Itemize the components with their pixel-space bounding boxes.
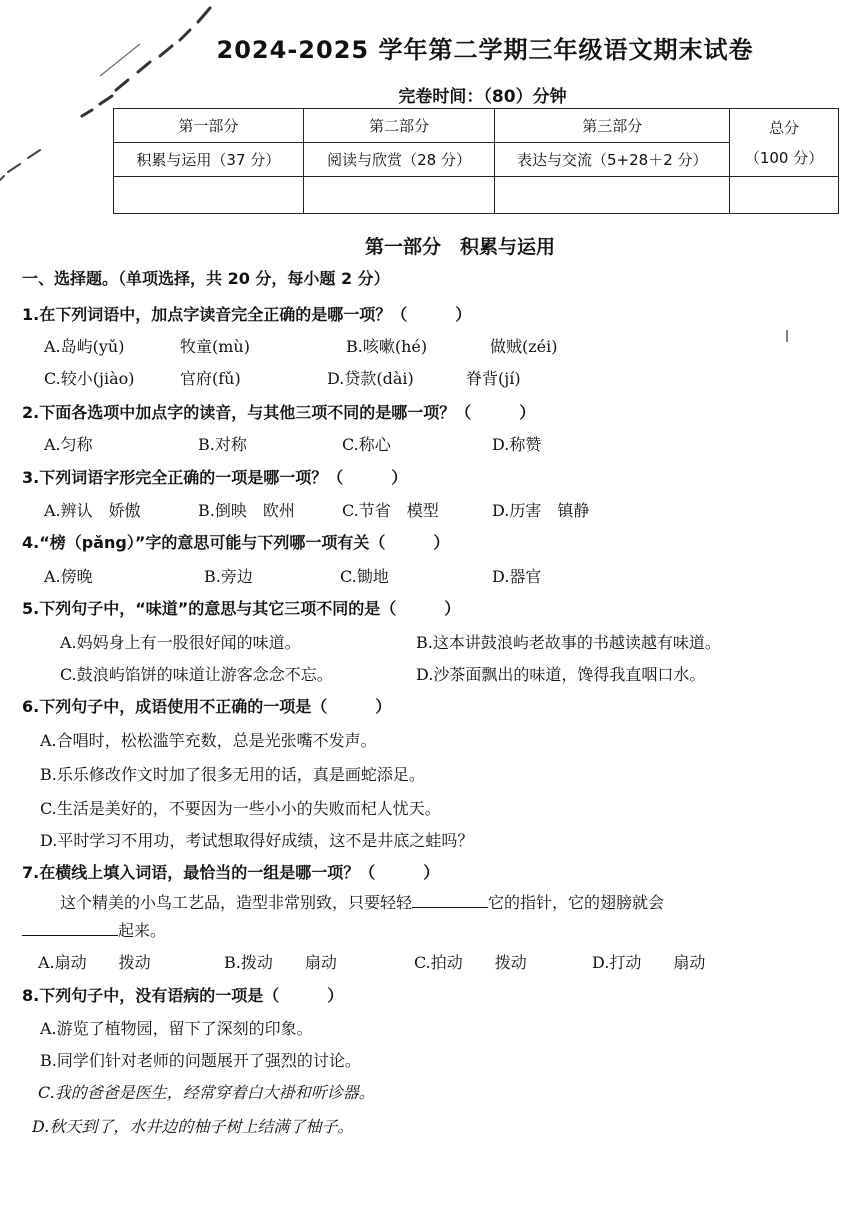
q7-option-b: B.拨动 扇动 bbox=[224, 953, 337, 972]
q4-option-c: C.锄地 bbox=[340, 567, 389, 586]
q7-text-2: 它的指针，它的翅膀就会 bbox=[488, 893, 665, 912]
q6-option-d: D.平时学习不用功，考试想取得好成绩，这不是井底之蛙吗？ bbox=[40, 831, 474, 850]
score-cell-part1[interactable] bbox=[114, 177, 304, 214]
q7-passage-line2 bbox=[22, 918, 166, 941]
q4-option-b: B.旁边 bbox=[204, 567, 253, 586]
q3-stem: 3.下列词语字形完全正确的一项是哪一项？（ ） bbox=[22, 468, 408, 487]
q7-blank-1[interactable] bbox=[412, 893, 488, 908]
q1-option-d1: D.贷款(dài) bbox=[327, 369, 414, 388]
q5-option-a: A.妈妈身上有一股很好闻的味道。 bbox=[60, 633, 301, 652]
q7-option-a: A.扇动 拨动 bbox=[38, 953, 151, 972]
score-subheader-part2: 阅读与欣赏（28 分） bbox=[303, 143, 495, 177]
q3-option-d: D.历害 镇静 bbox=[492, 501, 590, 520]
score-cell-total[interactable] bbox=[730, 177, 839, 214]
score-subheader-part3: 表达与交流（5+28＋2 分） bbox=[495, 143, 730, 177]
q3-option-c: C.节省 模型 bbox=[342, 501, 439, 520]
q7-passage-line1 bbox=[60, 890, 664, 913]
q3-option-b: B.倒映 欧州 bbox=[198, 501, 295, 520]
q2-option-a: A.匀称 bbox=[44, 435, 93, 454]
q7-text-3: 起来。 bbox=[118, 921, 167, 940]
score-header-part2: 第二部分 bbox=[303, 109, 495, 143]
score-cell-part2[interactable] bbox=[303, 177, 495, 214]
q8-option-a: A.游览了植物园，留下了深刻的印象。 bbox=[40, 1019, 313, 1038]
q8-option-b: B.同学们针对老师的问题展开了强烈的讨论。 bbox=[40, 1051, 361, 1070]
q6-option-a: A.合唱时，松松滥竽充数，总是光张嘴不发声。 bbox=[40, 731, 377, 750]
q5-option-b: B.这本讲鼓浪屿老故事的书越读越有味道。 bbox=[416, 633, 721, 652]
q6-stem: 6.下列句子中，成语使用不正确的一项是（ ） bbox=[22, 697, 392, 716]
q1-option-b2: 做贼(zéi) bbox=[490, 337, 558, 356]
score-header-part3: 第三部分 bbox=[495, 109, 730, 143]
q6-option-c: C.生活是美好的，不要因为一些小小的失败而杞人忧天。 bbox=[40, 799, 441, 818]
q5-option-d: D.沙茶面飘出的味道，馋得我直咽口水。 bbox=[416, 665, 706, 684]
score-subheader-total: （100 分） bbox=[744, 148, 824, 167]
q7-option-d: D.打动 扇动 bbox=[592, 953, 706, 972]
q8-option-d: D.秋天到了，水井边的柚子树上结满了柚子。 bbox=[32, 1117, 354, 1136]
q1-option-b1: B.咳嗽(hé) bbox=[346, 337, 428, 356]
q6-option-b: B.乐乐修改作文时加了很多无用的话，真是画蛇添足。 bbox=[40, 765, 425, 784]
score-header-total: 总分 bbox=[769, 118, 800, 137]
q2-option-b: B.对称 bbox=[198, 435, 247, 454]
q4-stem: 4.“榜（pǎng）”字的意思可能与下列哪一项有关（ ） bbox=[22, 533, 450, 552]
section-title: 第一部分 积累与运用 bbox=[364, 236, 555, 258]
margin-tick-mark bbox=[784, 330, 790, 344]
q7-option-c: C.拍动 拨动 bbox=[414, 953, 527, 972]
q7-stem: 7.在横线上填入词语，最恰当的一组是哪一项？（ ） bbox=[22, 863, 440, 882]
score-cell-part3[interactable] bbox=[495, 177, 730, 214]
q7-blank-2[interactable] bbox=[22, 921, 118, 936]
q4-option-a: A.傍晚 bbox=[44, 567, 93, 586]
q2-option-c: C.称心 bbox=[342, 435, 391, 454]
q1-option-a1: A.岛屿(yǔ) bbox=[44, 337, 125, 356]
q1-option-c1: C.较小(jiào) bbox=[44, 369, 135, 388]
exam-time: 完卷时间：（80）分钟 bbox=[398, 87, 567, 107]
score-subheader-part1: 积累与运用（37 分） bbox=[114, 143, 304, 177]
q2-stem: 2.下面各选项中加点字的读音，与其他三项不同的是哪一项？（ ） bbox=[22, 403, 536, 422]
q2-option-d: D.称赞 bbox=[492, 435, 542, 454]
q8-option-c: C.我的爸爸是医生，经常穿着白大褂和听诊器。 bbox=[38, 1083, 375, 1102]
q3-option-a: A.辨认 娇傲 bbox=[44, 501, 141, 520]
q4-option-d: D.器官 bbox=[492, 567, 542, 586]
q7-text-1: 这个精美的小鸟工艺品，造型非常别致，只要轻轻 bbox=[60, 893, 413, 912]
q1-option-d2: 脊背(jí) bbox=[466, 369, 521, 388]
q1-option-a2: 牧童(mù) bbox=[180, 337, 250, 356]
q1-stem: 1.在下列词语中，加点字读音完全正确的是哪一项？（ ） bbox=[22, 305, 472, 324]
exam-title: 2024-2025 学年第二学期三年级语文期末试卷 bbox=[216, 36, 754, 64]
part1-heading: 一、选择题。（单项选择，共 20 分，每小题 2 分） bbox=[22, 269, 390, 288]
score-header-total-cell bbox=[730, 109, 839, 177]
q8-stem: 8.下列句子中，没有语病的一项是（ ） bbox=[22, 986, 344, 1005]
q1-option-c2: 官府(fǔ) bbox=[180, 369, 241, 388]
score-header-part1: 第一部分 bbox=[114, 109, 304, 143]
q5-stem: 5.下列句子中，“味道”的意思与其它三项不同的是（ ） bbox=[22, 599, 461, 618]
score-table bbox=[113, 108, 839, 214]
q5-option-c: C.鼓浪屿馅饼的味道让游客念念不忘。 bbox=[60, 665, 333, 684]
